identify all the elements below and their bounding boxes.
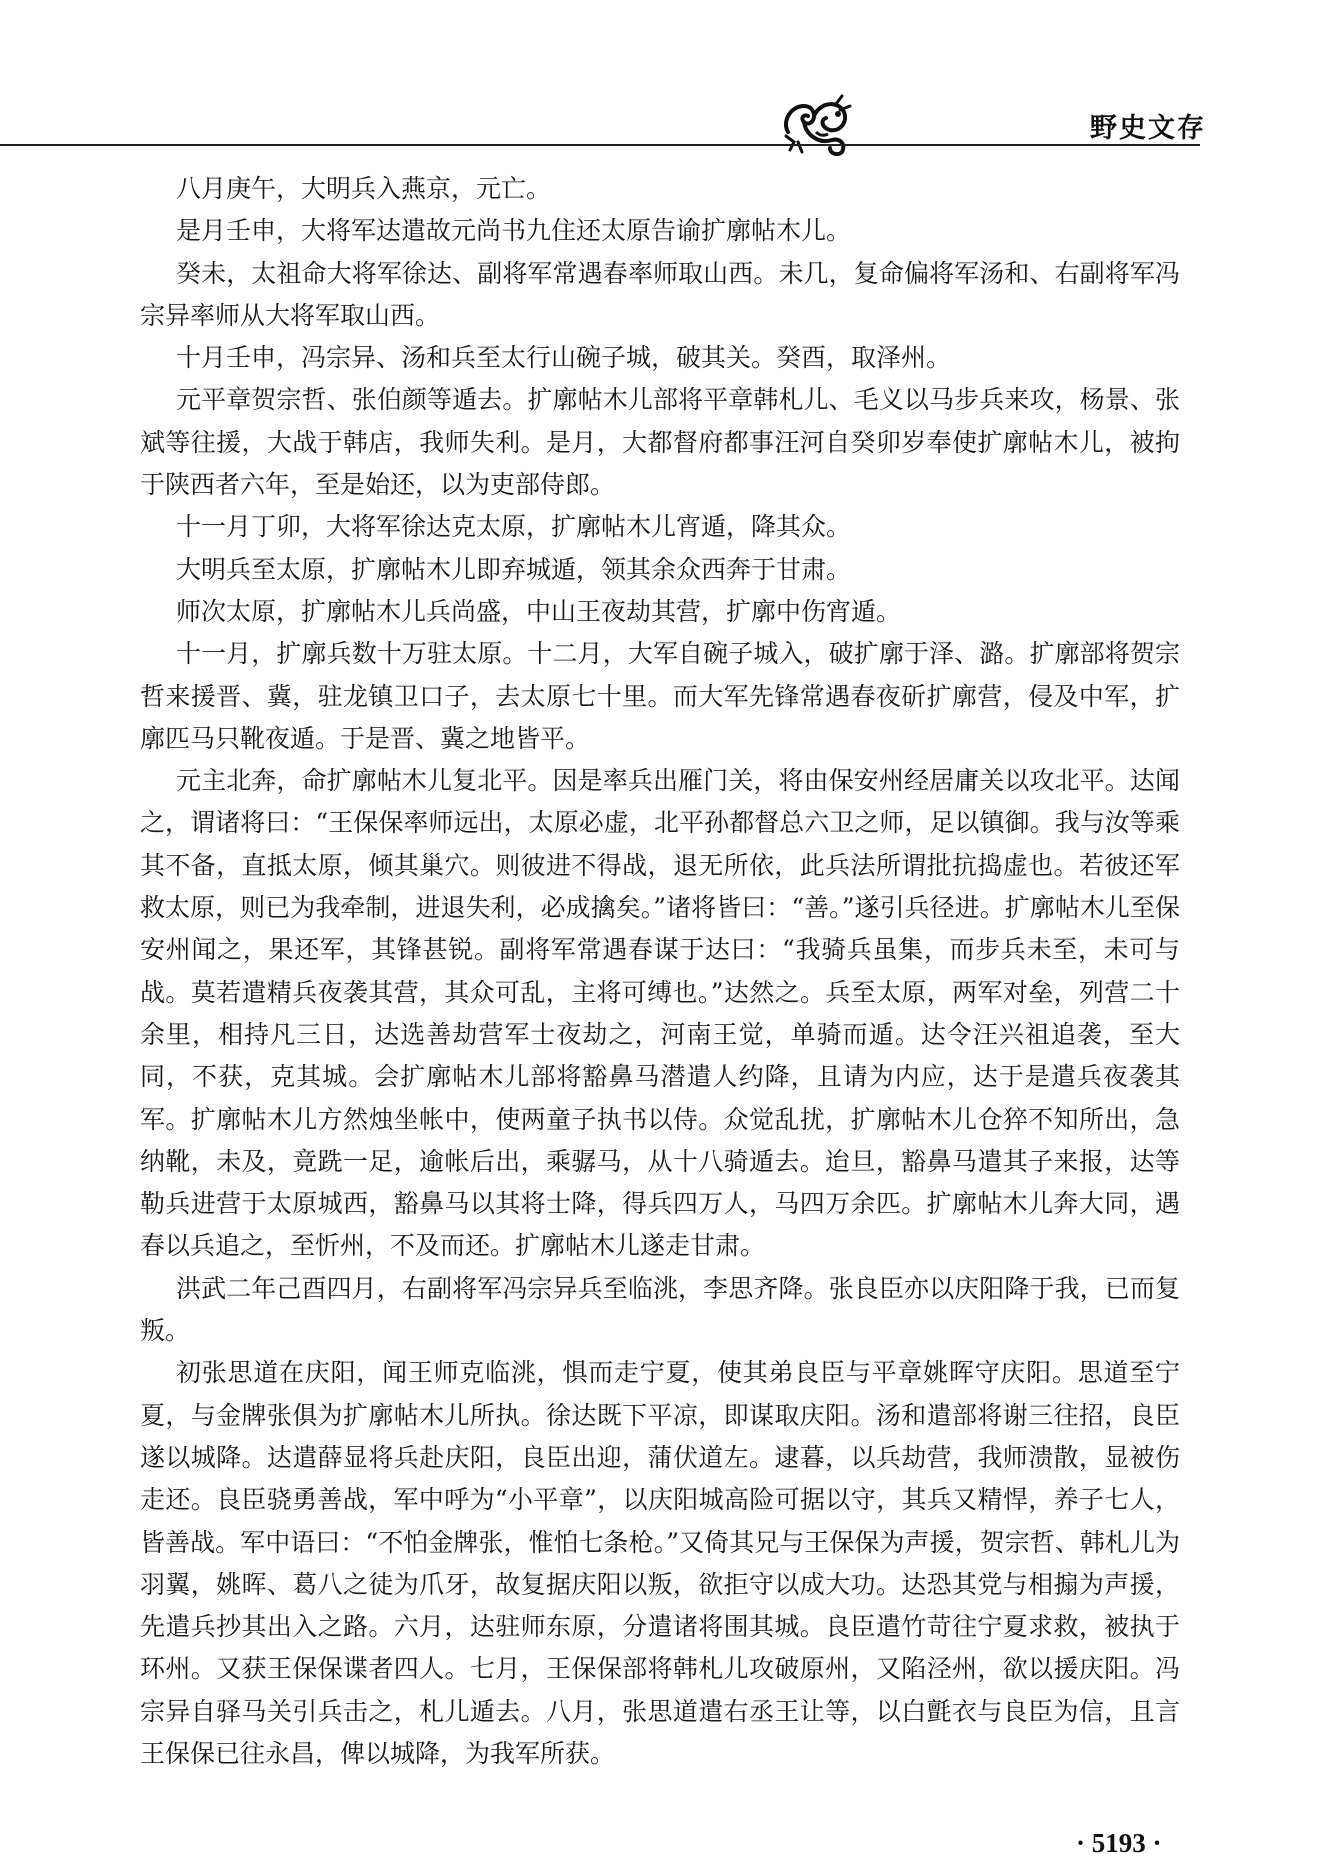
page-body <box>140 168 1180 1775</box>
dragon-icon <box>780 92 852 158</box>
paragraph: 洪武二年己酉四月，右副将军冯宗异兵至临洮，李思齐降。张良臣亦以庆阳降于我，已而复叛。 <box>140 1273 1180 1346</box>
paragraph: 八月庚午，大明兵入燕京，元亡。 <box>176 174 552 203</box>
paragraph: 十一月丁卯，大将军徐达克太原，扩廓帖木儿宵遁，降其众。 <box>176 512 852 542</box>
paragraph: 师次太原，扩廓帖木儿兵尚盛，中山王夜劫其营，扩廓中伤宵遁。 <box>176 596 902 626</box>
paragraph: 是月壬申，大将军达遣故元尚书九住还太原告谕扩廓帖木儿。 <box>176 216 852 246</box>
running-title: 野史文存 <box>1090 113 1206 144</box>
paragraph: 元主北奔，命扩廓帖木儿复北平。因是率兵出雁门关，将由保安州经居庸关以攻北平。达闻之，谓诸将曰：“王保保率师远出，太原必虚，北平孙都督总六卫之师，足以镇御。我与汝等乘其不备，直抵太原，倾其巢穴。则彼进不得战，退无所依，此兵法所谓批抗捣虚也。若彼还军救太原，则已为我牵制，进退失利，必成擒矣。”诸将皆曰：“善。”遂引兵径进。扩廓帖木儿至保安州闻之，果还军，其锋甚锐。副将军常遇春谋于达曰：“我骑兵虽集，而步兵未至，未可与战。莫若遣精兵夜袭其营，其众可乱，主将可缚也。”达然之。兵至太原，两军对垒，列营二十余里，相持凡三日，达选善劫营军士夜劫之，河南王觉，单骑而遁。达令汪兴祖追袭，至大同，不获，克其城。会扩廓帖木儿部将豁鼻马潜遣人约降，且请为内应，达于是遣兵夜袭其军。扩廓帖木儿方然烛坐帐中，使两童子执书以侍。众觉乱扰，扩廓帖木儿仓猝不知所出，急纳靴，未及，竟跣一足，逾帐后出，乘骣马，从十八骑遁去。迨旦，豁鼻马遣其子来报，达等勒兵进营于太原城西，豁鼻马以其将士降，得兵四万人，马四万余匹。扩廓帖木儿奔大同，遇春以兵追之，至忻州，不及而还。扩廓帖木儿遂走甘肃。 <box>140 766 1180 1261</box>
header-rule <box>0 144 1200 146</box>
paragraph: 初张思道在庆阳，闻王师克临洮，惧而走宁夏，使其弟良臣与平章姚晖守庆阳。思道至宁夏，与金牌张俱为扩廓帖木儿所执。徐达既下平凉，即谋取庆阳。汤和遣部将谢三往招，良臣遂以城降。达遣薛显将兵赴庆阳，良臣出迎，蒲伏道左。逮暮，以兵劫营，我师溃散，显被伤走还。良臣骁勇善战，军中呼为“小平章”，以庆阳城高险可据以守，其兵又精悍，养子七人，皆善战。军中语曰：“不怕金牌张，惟怕七条枪。”又倚其兄与王保保为声援，贺宗哲、韩札儿为羽翼，姚晖、葛八之徒为爪牙，故复据庆阳以叛，欲拒守以成大功。达恐其党与相搧为声援，先遣兵抄其出入之路。六月，达驻师东原，分遣诸将围其城。良臣遣竹苛往宁夏求救，被执于环州。又获王保保谍者四人。七月，王保保部将韩札儿攻破原州，又陷泾州，欲以援庆阳。冯宗异自驿马关引兵击之，札儿遁去。八月，张思道遣右丞王让等，以白氈衣与良臣为信，且言王保保已往永昌，俾以城降，为我军所获。 <box>140 1358 1180 1768</box>
paragraph: 元平章贺宗哲、张伯颜等遁去。扩廓帖木儿部将平章韩札儿、毛义以马步兵来攻，杨景、张斌等往援，大战于韩店，我师失利。是月，大都督府都事汪河自癸卯岁奉使扩廓帖木儿，被拘于陕西者六年，至是始还，以为吏部侍郎。 <box>140 385 1180 500</box>
paragraph: 大明兵至太原，扩廓帖木儿即弃城遁，领其余众西奔于甘肃。 <box>176 554 852 584</box>
paragraph: 十一月，扩廓兵数十万驻太原。十二月，大军自碗子城入，破扩廓于泽、潞。扩廓部将贺宗哲来援晋、冀，驻龙镇卫口子，去太原七十里。而大军先锋常遇春夜斫扩廓营，侵及中军，扩廓匹马只靴夜遁。于是晋、冀之地皆平。 <box>140 639 1180 753</box>
paragraph: 十月壬申，冯宗异、汤和兵至太行山碗子城，破其关。癸酉，取泽州。 <box>176 343 952 373</box>
page-number: · 5193 · <box>1076 1828 1162 1858</box>
paragraph: 癸未，太祖命大将军徐达、副将军常遇春率师取山西。未几，复命偏将军汤和、右副将军冯宗异率师从大将军取山西。 <box>140 258 1180 330</box>
